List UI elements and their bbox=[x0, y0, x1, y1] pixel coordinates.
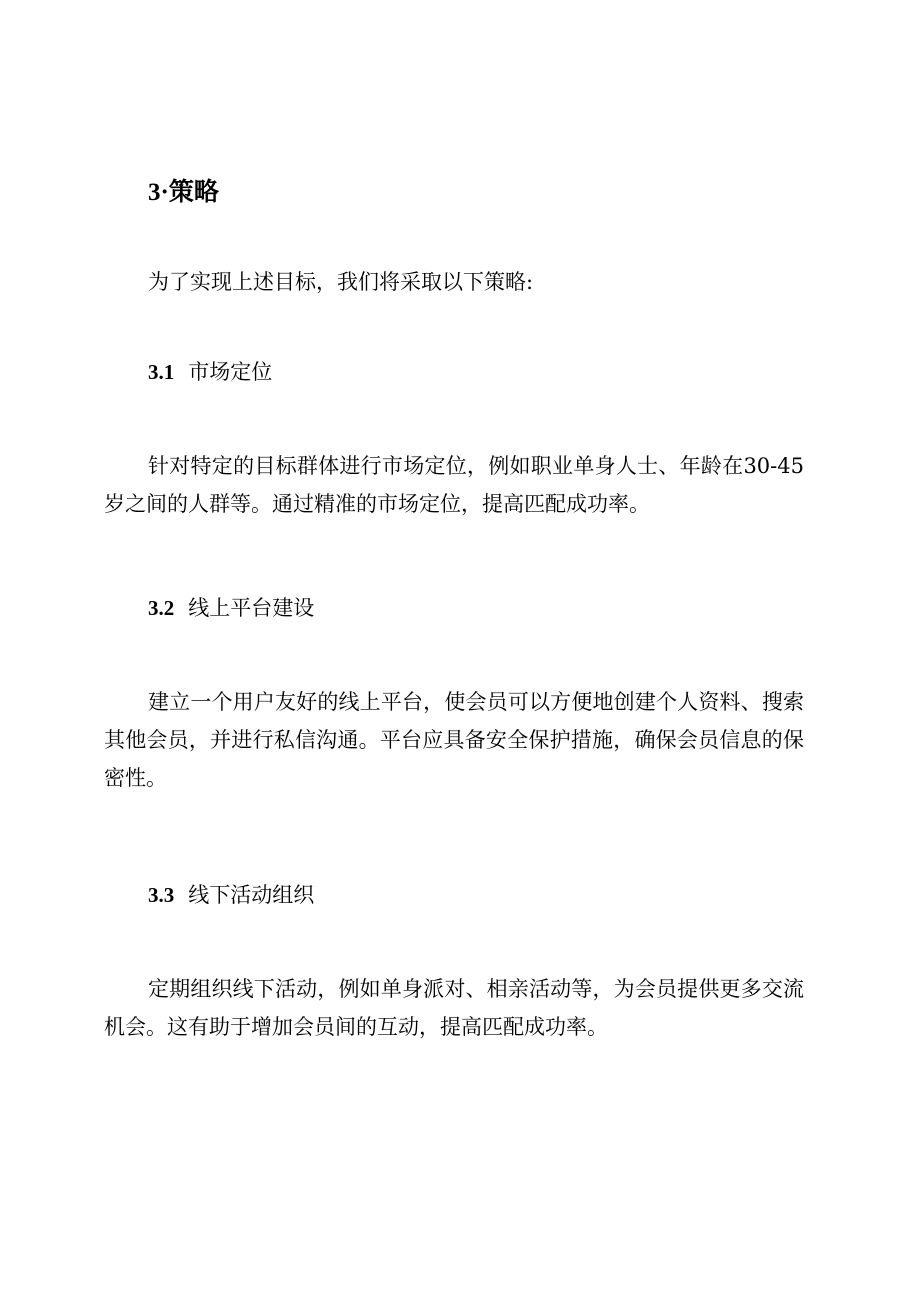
subsection-number: 3.2 bbox=[148, 596, 175, 620]
intro-paragraph: 为了实现上述目标，我们将采取以下策略: bbox=[148, 270, 534, 294]
subsection-heading-3-2 bbox=[148, 590, 314, 626]
subsection-body-3-2: 建立一个用户友好的线上平台，使会员可以方便地创建个人资料、搜索其他会员，并进行私信沟通。平台应具备安全保护措施，确保会员信息的保密性。 bbox=[104, 690, 804, 790]
section-heading bbox=[148, 172, 219, 213]
section-title: 策略 bbox=[168, 177, 219, 206]
subsection-body-3-3: 定期组织线下活动，例如单身派对、相亲活动等，为会员提供更多交流机会。这有助于增加会员间的互动，提高匹配成功率。 bbox=[104, 977, 804, 1039]
subsection-number: 3.1 bbox=[148, 360, 175, 384]
section-number: 3· bbox=[148, 179, 169, 206]
subsection-heading-3-3 bbox=[148, 877, 314, 913]
subsection-title: 线下活动组织 bbox=[188, 883, 315, 907]
subsection-title: 市场定位 bbox=[188, 360, 273, 384]
subsection-heading-3-1 bbox=[148, 354, 272, 390]
subsection-title: 线上平台建设 bbox=[188, 596, 315, 620]
subsection-number: 3.3 bbox=[148, 883, 175, 907]
subsection-body-3-1: 针对特定的目标群体进行市场定位，例如职业单身人士、年龄在30-45岁之间的人群等。通过精准的市场定位，提高匹配成功率。 bbox=[104, 454, 804, 516]
